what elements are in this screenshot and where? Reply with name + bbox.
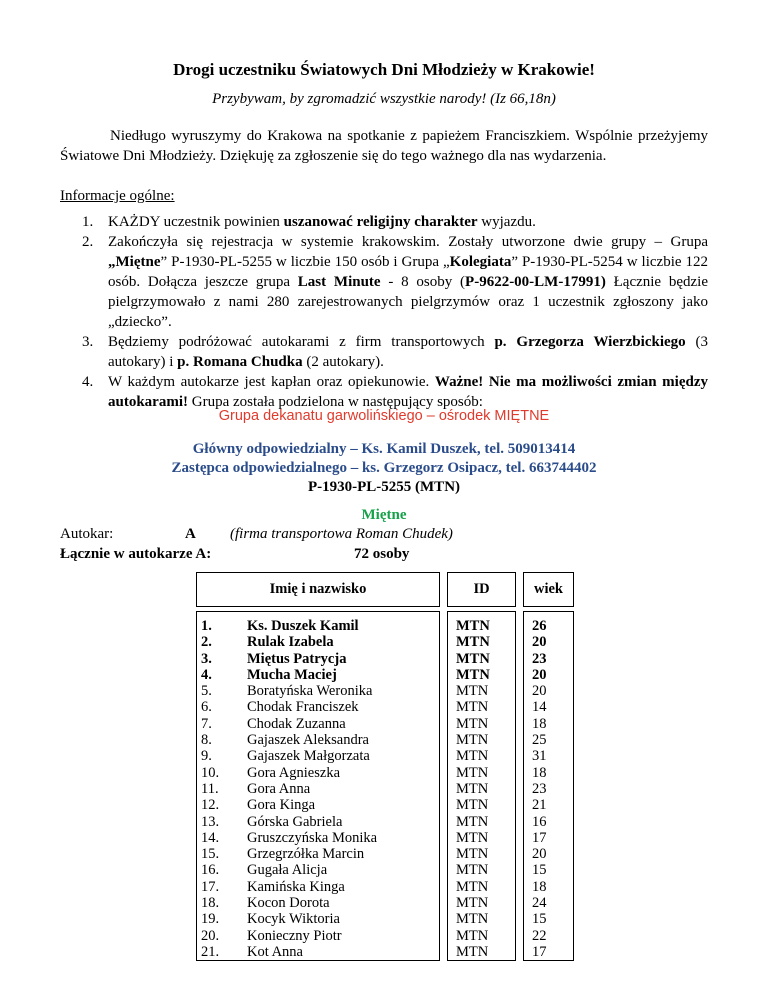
leader-line: Główny odpowiedzialny – Ks. Kamil Duszek, tel. 509013414	[192, 441, 576, 457]
row-number: 11.	[201, 780, 219, 797]
participant-id: MTN	[456, 927, 489, 944]
row-number: 2.	[201, 634, 212, 651]
row-number: 9.	[201, 748, 212, 765]
participant-id: MTN	[456, 715, 489, 732]
row-number: 8.	[201, 732, 212, 749]
participant-age: 18	[532, 715, 547, 732]
list-number: 2.	[82, 234, 94, 250]
list-number: 3.	[82, 334, 94, 350]
table-row	[197, 862, 439, 878]
list-text: W każdym autokarze jest kapłan oraz opiekunowie.	[108, 374, 435, 390]
participant-name: Chodak Franciszek	[247, 699, 359, 716]
participant-name: Gora Anna	[247, 780, 311, 797]
participant-name: Boratyńska Weronika	[247, 683, 373, 700]
participant-name: Ks. Duszek Kamil	[247, 618, 359, 634]
table-row	[197, 781, 439, 797]
table-row	[197, 748, 439, 764]
list-item	[82, 332, 708, 372]
participant-age: 24	[532, 895, 547, 912]
row-number: 18.	[201, 895, 220, 912]
participant-age: 20	[532, 683, 547, 700]
bus-letter: A	[185, 526, 196, 542]
list-text: Zakończyła się rejestracja w systemie krakowskim. Zostały utworzone dwie grupy – Grupa	[108, 234, 708, 250]
table-row	[197, 699, 439, 715]
table-row	[197, 895, 439, 911]
participant-age: 26	[532, 618, 547, 634]
ages-column	[524, 612, 574, 961]
column-gap	[516, 612, 524, 961]
participant-id: MTN	[456, 846, 489, 863]
participant-id: MTN	[456, 829, 489, 846]
participant-name: Miętus Patrycja	[247, 650, 347, 667]
row-number: 15.	[201, 846, 220, 863]
header-name: Imię i nazwisko	[197, 573, 440, 607]
subgroup-name: Miętne	[361, 507, 407, 523]
info-heading: Informacje ogólne:	[60, 188, 175, 204]
names-column	[197, 612, 440, 961]
list-number: 1.	[82, 214, 94, 230]
table-row	[197, 928, 439, 944]
list-text: Łącznie będzie pielgrzymowało z nami 280 zarejestrowanych pielgrzymów oraz 1 uczestnik zgłoszony jako „dziecko”.	[108, 274, 709, 330]
row-number: 6.	[201, 699, 212, 716]
participant-age: 21	[532, 797, 547, 814]
list-item	[82, 372, 708, 412]
list-text-bold: Kolegiata	[449, 254, 512, 270]
table-header-row	[197, 573, 574, 607]
row-number: 1.	[201, 618, 212, 634]
intro-paragraph: Niedługo wyruszymy do Krakowa na spotkanie z papieżem Franciszkiem. Wspólnie przeżyjemy Światowe Dni Młodzieży. Dziękuję za zgłoszenie się do tego ważnego dla nas wydarzenia.	[60, 128, 708, 164]
total-count: 72 osoby	[354, 546, 410, 562]
participant-age: 17	[532, 829, 547, 846]
participant-age: 15	[532, 911, 547, 928]
participant-age: 25	[532, 732, 547, 749]
participant-name: Chodak Zuzanna	[247, 715, 346, 732]
table-row	[197, 830, 439, 846]
list-text: (3 autokary) i	[108, 334, 708, 370]
participant-age: 14	[532, 699, 547, 716]
participant-name: Kamińska Kinga	[247, 878, 345, 895]
table-row	[197, 634, 439, 650]
row-number: 20.	[201, 927, 220, 944]
row-number: 4.	[201, 666, 212, 683]
table-row	[197, 765, 439, 781]
row-number: 14.	[201, 829, 220, 846]
participant-id: MTN	[456, 666, 490, 683]
participant-name: Kocyk Wiktoria	[247, 911, 340, 928]
header-id: ID	[448, 573, 516, 607]
table-row	[197, 667, 439, 683]
list-item	[82, 232, 708, 332]
participant-name: Gugała Alicja	[247, 862, 328, 879]
participant-name: Gajaszek Aleksandra	[247, 732, 369, 749]
header-age: wiek	[524, 573, 574, 607]
table-row	[197, 846, 439, 862]
participant-age: 23	[532, 650, 547, 667]
list-text-bold: uszanować religijny charakter	[283, 214, 478, 230]
table-row	[197, 618, 439, 634]
table-row	[197, 814, 439, 830]
participant-age: 22	[532, 927, 547, 944]
row-number: 13.	[201, 813, 220, 830]
list-item	[82, 212, 708, 232]
participant-name: Rulak Izabela	[247, 634, 334, 651]
table-row	[197, 911, 439, 927]
list-text-bold: p. Grzegorza Wierzbickiego	[494, 334, 686, 350]
list-number: 4.	[82, 374, 94, 390]
row-number: 12.	[201, 797, 220, 814]
row-number: 21.	[201, 943, 220, 960]
list-text: wyjazdu.	[477, 214, 536, 230]
participant-age: 18	[532, 878, 547, 895]
participant-id: MTN	[456, 748, 489, 765]
participant-age: 23	[532, 780, 547, 797]
participant-name: Grzegrzółka Marcin	[247, 846, 365, 863]
bible-quote: Przybywam, by zgromadzić wszystkie narody! (Iz 66,18n)	[212, 91, 556, 107]
row-number: 19.	[201, 911, 220, 928]
participant-id: MTN	[456, 780, 489, 797]
table-body-row	[197, 612, 574, 961]
participant-name: Mucha Maciej	[247, 666, 337, 683]
participant-name: Kot Anna	[247, 943, 303, 960]
row-number: 17.	[201, 878, 220, 895]
participant-id: MTN	[456, 683, 489, 700]
list-text: ” P-1930-PL-5255 w liczbie 150 osób i Grupa „	[160, 254, 450, 270]
bus-label: Autokar:	[60, 526, 114, 542]
row-number: 5.	[201, 683, 212, 700]
participant-id: MTN	[456, 878, 489, 895]
column-gap	[440, 612, 448, 961]
participants-table	[196, 572, 574, 961]
participant-id: MTN	[456, 813, 489, 830]
participant-age: 15	[532, 862, 547, 879]
participant-id: MTN	[456, 699, 489, 716]
participant-name: Gora Agnieszka	[247, 764, 341, 781]
list-text-bold: P-9622-00-LM-17991)	[465, 274, 606, 290]
column-gap	[516, 573, 524, 607]
participant-name: Górska Gabriela	[247, 813, 343, 830]
table-row	[197, 879, 439, 895]
group-contacts	[0, 440, 768, 497]
table-row	[197, 716, 439, 732]
participant-name: Kocon Dorota	[247, 895, 330, 912]
table-row	[197, 944, 439, 960]
participant-id: MTN	[456, 895, 489, 912]
participant-name: Gora Kinga	[247, 797, 316, 814]
participant-age: 31	[532, 748, 547, 765]
list-text-bold: p. Romana Chudka	[177, 354, 303, 370]
participant-age: 20	[532, 634, 547, 651]
row-number: 7.	[201, 715, 212, 732]
group-code: P-1930-PL-5255 (MTN)	[307, 479, 461, 495]
row-number: 10.	[201, 764, 220, 781]
info-list	[82, 212, 708, 412]
list-text: KAŻDY uczestnik powinien	[108, 214, 284, 230]
participant-name: Gajaszek Małgorzata	[247, 748, 370, 765]
list-text-bold: „Miętne	[108, 254, 161, 270]
participant-age: 16	[532, 813, 547, 830]
table-row	[197, 651, 439, 667]
list-text-bold: Ważne! Nie ma możliwości zmian między autokarami!	[108, 374, 708, 410]
table-row	[197, 683, 439, 699]
participant-name: Konieczny Piotr	[247, 927, 342, 944]
list-text-bold: Last Minute	[297, 274, 381, 290]
list-text: (2 autokary).	[302, 354, 384, 370]
participant-id: MTN	[456, 797, 489, 814]
participant-age: 20	[532, 846, 547, 863]
participant-id: MTN	[456, 732, 489, 749]
column-gap	[440, 573, 448, 607]
participant-id: MTN	[456, 764, 489, 781]
table-row	[197, 797, 439, 813]
list-text: Grupa została podzielona w następujący sposób:	[188, 394, 483, 410]
row-number: 16.	[201, 862, 220, 879]
row-number: 3.	[201, 650, 212, 667]
bus-firm: (firma transportowa Roman Chudek)	[230, 526, 453, 542]
page-title: Drogi uczestniku Światowych Dni Młodzieży w Krakowie!	[173, 60, 595, 79]
participant-id: MTN	[456, 911, 489, 928]
list-text: Będziemy podróżować autokarami z firm transportowych	[108, 334, 495, 350]
participant-age: 18	[532, 764, 547, 781]
participant-id: MTN	[456, 862, 489, 879]
ids-column	[448, 612, 516, 961]
participant-id: MTN	[456, 618, 490, 634]
participant-id: MTN	[456, 634, 490, 651]
participant-name: Gruszczyńska Monika	[247, 829, 378, 846]
deputy-line: Zastępca odpowiedzialnego – ks. Grzegorz Osipacz, tel. 663744402	[171, 460, 597, 476]
bus-total	[60, 546, 460, 563]
participant-age: 17	[532, 943, 547, 960]
group-heading: Grupa dekanatu garwolińskiego – ośrodek MIĘTNE	[218, 408, 550, 424]
participant-id: MTN	[456, 650, 490, 667]
list-text: ” P-1930-PL-5254 w liczbie 122 osób. Dołącza jeszcze grupa	[108, 254, 708, 290]
participant-id: MTN	[456, 943, 489, 960]
table-row	[197, 732, 439, 748]
list-text: - 8 osoby (	[380, 274, 466, 290]
participant-age: 20	[532, 666, 547, 683]
total-label: Łącznie w autokarze A:	[60, 546, 212, 562]
